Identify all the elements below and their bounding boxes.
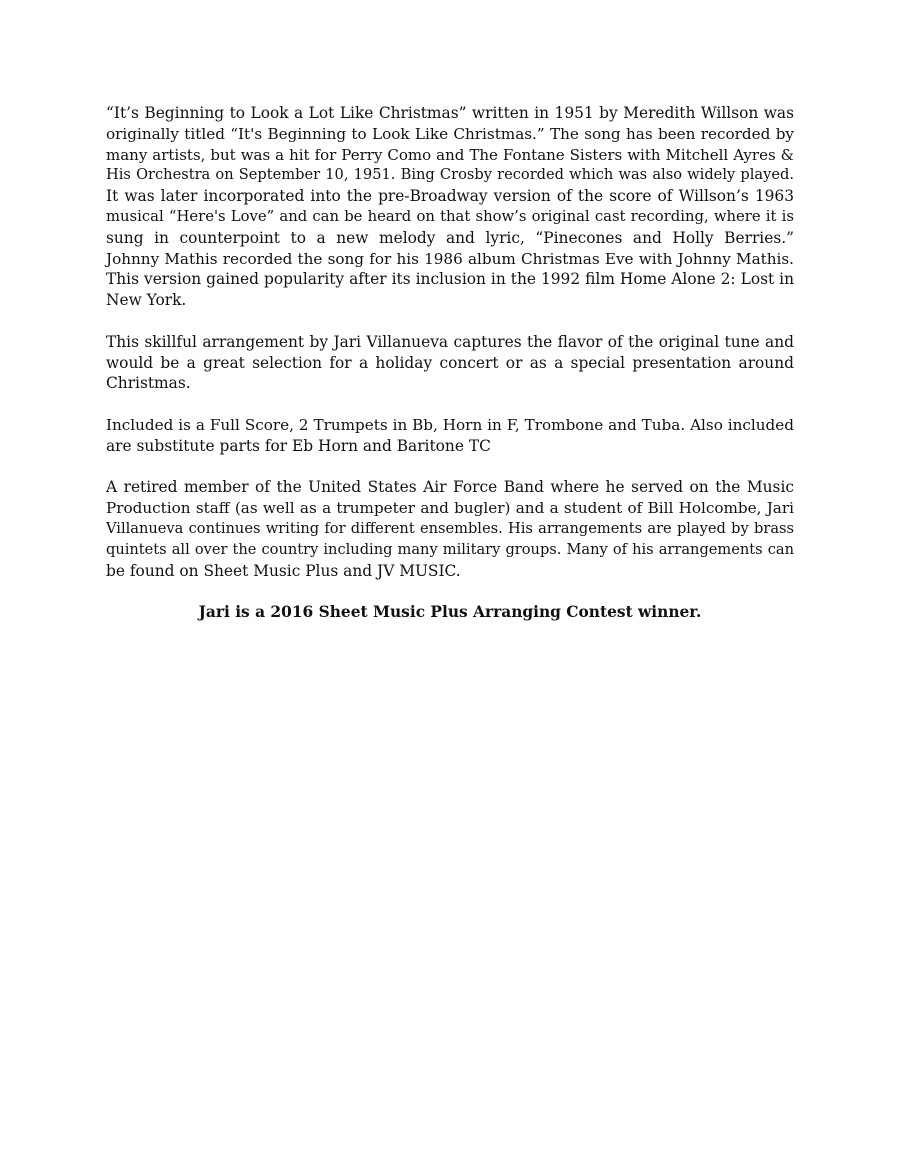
text-line: many artists, but was a hit for Perry Como and The Fontane Sisters with Mitchell Ayres &	[106, 145, 794, 164]
text-line: originally titled “It's Beginning to Look Like Christmas.” The song has been recorded by	[106, 124, 794, 143]
document-page	[106, 103, 794, 623]
text-line: This version gained popularity after its inclusion in the 1992 film Home Alone 2: Lost in	[106, 270, 794, 289]
text-line: quintets all over the country including many military groups. Many of his arrangements can	[106, 540, 794, 558]
text-line: Production staff (as well as a trumpeter and bugler) and a student of Bill Holcombe, Jari	[106, 499, 794, 518]
text-line: New York.	[106, 291, 187, 310]
text-line: be found on Sheet Music Plus and JV MUSIC.	[106, 561, 461, 580]
text-line: would be a great selection for a holiday concert or as a special presentation around	[106, 353, 794, 372]
text-line: Included is a Full Score, 2 Trumpets in Bb, Horn in F, Trombone and Tuba. Also included	[106, 415, 794, 434]
text-line: musical “Here's Love” and can be heard on that show’s original cast recording, where it is	[106, 207, 794, 225]
text-line: Villanueva continues writing for different ensembles. His arrangements are played by brass	[106, 519, 794, 537]
text-line: A retired member of the United States Air Force Band where he served on the Music	[106, 478, 794, 497]
text-line: are substitute parts for Eb Horn and Baritone TC	[106, 436, 491, 455]
text-line: Johnny Mathis recorded the song for his 1986 album Christmas Eve with Johnny Mathis.	[106, 249, 794, 268]
text-line: It was later incorporated into the pre-Broadway version of the score of Willson’s 1963	[106, 187, 794, 206]
paragraph-instrumentation	[106, 415, 794, 457]
paragraph-song-history	[106, 103, 794, 311]
text-line: sung in counterpoint to a new melody and lyric, “Pinecones and Holly Berries.”	[106, 228, 794, 247]
text-line: His Orchestra on September 10, 1951. Bing Crosby recorded which was also widely played.	[106, 166, 794, 184]
text-line: “It’s Beginning to Look a Lot Like Christmas” written in 1951 by Meredith Willson was	[106, 104, 794, 122]
text-line: Christmas.	[106, 374, 191, 393]
paragraph-arrangement	[106, 332, 794, 394]
closing-statement: Jari is a 2016 Sheet Music Plus Arranging Contest winner.	[198, 603, 702, 622]
text-line: This skillful arrangement by Jari Villanueva captures the flavor of the original tune and	[106, 332, 794, 351]
paragraph-arranger-bio	[106, 477, 794, 581]
